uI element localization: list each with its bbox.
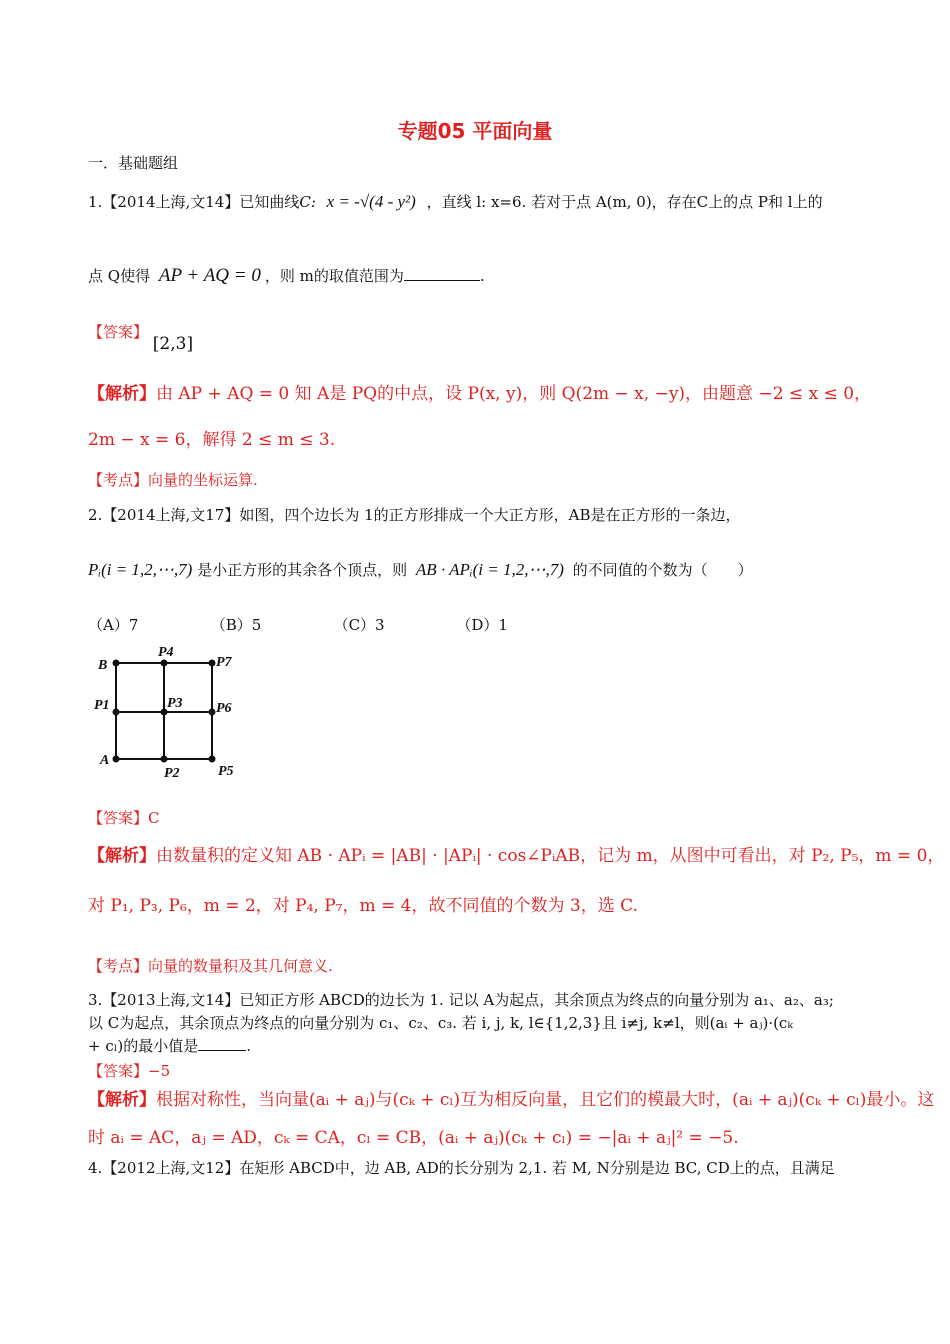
label-p1: P1 <box>94 698 110 713</box>
section-heading: 一．基础题组 <box>88 154 179 172</box>
label-p4: P4 <box>158 645 174 660</box>
option-c: （C）3 <box>333 616 385 634</box>
label-p3: P3 <box>167 696 183 711</box>
option-a: （A）7 <box>88 616 139 634</box>
q2-dot-formula: AB · APᵢ(i = 1,2,⋯,7) <box>415 560 564 579</box>
q1-curve-formula: x = -√(4 - y²) <box>326 192 416 211</box>
q2-point-row: 【考点】向量的数量积及其几何意义. <box>88 957 333 975</box>
q1-answer: [2,3] <box>152 334 194 354</box>
q1-analysis-1: 【解析】由 AP + AQ = 0 知 A是 PQ的中点，设 P(x, y)，则 Q(2m − x, −y)，由题意 −2 ≤ x ≤ 0， <box>88 384 872 404</box>
q1-line-1: 1.【2014上海,文14】已知曲线C: x = -√(4 - y²) ，直线 l: x=6. 若对于点 A(m, 0)，存在C上的点 P和 l上的 <box>88 192 823 211</box>
q1-answer-row: 【答案】 [2,3] <box>88 323 194 354</box>
q2-analysis-2: 对 P₁, P₃, P₆，m = 2，对 P₄, P₇，m = 4，故不同值的个数为 3，选 C. <box>88 896 638 916</box>
q2-analysis-1: 【解析】由数量积的定义知 AB · APᵢ = |AB| · |APᵢ| · cos∠PᵢAB，记为 m，从图中可看出，对 P₂, P₅，m = 0， <box>88 846 945 866</box>
q3-line-3: + cₗ)的最小值是 . <box>88 1037 252 1055</box>
q3-line-1: 3.【2013上海,文14】已知正方形 ABCD的边长为 1. 记以 A为起点，其余顶点为终点的向量分别为 a₁、a₂、a₃; <box>88 991 834 1009</box>
q3-analysis-2: 时 aᵢ = AC，aⱼ = AD，cₖ = CA，cₗ = CB，(aᵢ + aⱼ)(cₖ + cₗ) = −|aᵢ + aⱼ|² = −5. <box>88 1128 739 1148</box>
q1-point-row: 【考点】向量的坐标运算. <box>88 471 258 489</box>
label-p7: P7 <box>216 655 232 670</box>
q4-line-1: 4.【2012上海,文12】在矩形 ABCD中，边 AB, AD的长分别为 2,1. 若 M, N分别是边 BC, CD上的点，且满足 <box>88 1159 835 1177</box>
answer-blank <box>404 266 480 281</box>
q3-line-2: 以 C为起点，其余顶点为终点的向量分别为 c₁、c₂、c₃. 若 i, j, k, l∈{1,2,3}且 i≠j, k≠l，则(aᵢ + aⱼ)·(cₖ <box>88 1014 793 1032</box>
label-p6: P6 <box>216 701 232 716</box>
q2-p-formula: Pᵢ(i = 1,2,⋯,7) <box>88 560 193 579</box>
q2-line-1: 2.【2014上海,文17】如图，四个边长为 1的正方形排成一个大正方形，AB是在正方形的一条边， <box>88 506 741 524</box>
q2-answer-row: 【答案】C <box>88 809 160 827</box>
option-d: （D）1 <box>456 616 508 634</box>
q1-analysis-2: 2m − x = 6，解得 2 ≤ m ≤ 3. <box>88 430 336 450</box>
q3-answer: −5 <box>148 1062 171 1080</box>
q1-vector-formula: AP + AQ = 0 <box>158 265 261 286</box>
q1-line-2: 点 Q使得 AP + AQ = 0 ，则 m的取值范围为 . <box>88 265 485 286</box>
q3-answer-row: 【答案】−5 <box>88 1062 171 1080</box>
q2-options <box>88 615 574 635</box>
q2-line-2: Pᵢ(i = 1,2,⋯,7) 是小正方形的其余各个顶点，则 AB · APᵢ(i = 1,2,⋯,7) 的不同值的个数为（ ） <box>88 560 753 579</box>
label-p2: P2 <box>164 766 180 781</box>
option-b: （B）5 <box>210 616 262 634</box>
grid-figure <box>90 642 250 787</box>
label-a: A <box>100 753 110 768</box>
q3-analysis-1: 【解析】根据对称性，当向量(aᵢ + aⱼ)与(cₖ + cₗ)互为相反向量，且它们的模最大时，(aᵢ + aⱼ)(cₖ + cₗ)最小。这 <box>88 1090 935 1110</box>
label-b: B <box>98 658 108 673</box>
page-title: 专题05 平面向量 <box>397 119 553 143</box>
answer-blank <box>198 1036 246 1051</box>
q2-answer: C <box>148 809 160 827</box>
label-p5: P5 <box>218 764 234 779</box>
